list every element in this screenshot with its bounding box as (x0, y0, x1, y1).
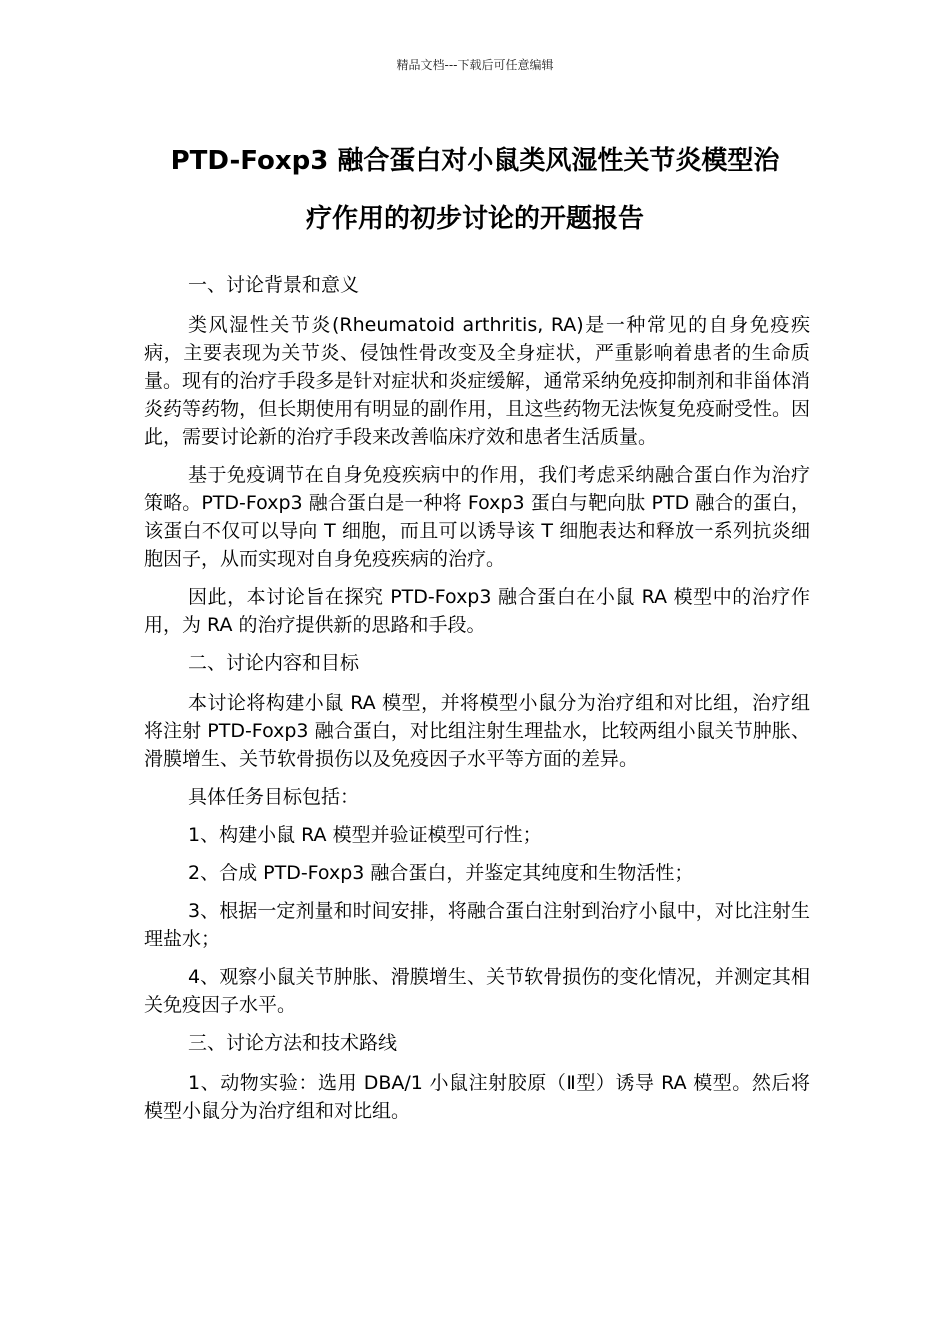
section-3-list-item-1: 1、动物实验：选用 DBA/1 小鼠注射胶原（Ⅱ型）诱导 RA 模型。然后将模型小鼠分为治疗组和对比组。 (144, 1072, 810, 1122)
document-body (144, 271, 810, 1135)
section-2-list-item-2: 2、合成 PTD-Foxp3 融合蛋白，并鉴定其纯度和生物活性； (188, 862, 694, 884)
section-2-paragraph-1: 本讨论将构建小鼠 RA 模型，并将模型小鼠分为治疗组和对比组，治疗组将注射 PTD-Foxp3 融合蛋白，对比组注射生理盐水，比较两组小鼠关节肿胀、滑膜增生、关节软骨损伤以及免疫因子水平等方面的差异。 (144, 692, 810, 770)
title-line-1: PTD-Foxp3 融合蛋白对小鼠类风湿性关节炎模型治 (170, 146, 780, 176)
section-1-heading: 一、讨论背景和意义 (188, 274, 360, 296)
section-2-list-item-3: 3、根据一定剂量和时间安排，将融合蛋白注射到治疗小鼠中，对比注射生理盐水； (144, 900, 810, 950)
section-1-paragraph-1: 类风湿性关节炎(Rheumatoid arthritis, RA)是一种常见的自身免疫疾病，主要表现为关节炎、侵蚀性骨改变及全身症状，严重影响着患者的生命质量。现有的治疗手段多是针对症状和炎症缓解，通常采纳免疫抑制剂和非甾体消炎药等药物，但长期使用有明显的副作用，且这些药物无法恢复免疫耐受性。因此，需要讨论新的治疗手段来改善临床疗效和患者生活质量。 (144, 314, 810, 448)
title-line-2: 疗作用的初步讨论的开题报告 (305, 204, 644, 234)
section-1-paragraph-2: 基于免疫调节在自身免疫疾病中的作用，我们考虑采纳融合蛋白作为治疗策略。PTD-Foxp3 融合蛋白是一种将 Foxp3 蛋白与靶向肽 PTD 融合的蛋白，该蛋白不仅可以导向 T 细胞，而且可以诱导该 T 细胞表达和释放一系列抗炎细胞因子，从而实现对自身免疫疾病的治疗。 (144, 464, 810, 570)
section-2-list-item-4: 4、观察小鼠关节肿胀、滑膜增生、关节软骨损伤的变化情况，并测定其相关免疫因子水平。 (144, 966, 810, 1016)
section-3-heading: 三、讨论方法和技术路线 (188, 1032, 398, 1054)
section-1-paragraph-3: 因此，本讨论旨在探究 PTD-Foxp3 融合蛋白在小鼠 RA 模型中的治疗作用，为 RA 的治疗提供新的思路和手段。 (144, 586, 810, 636)
page-header: 精品文档---下载后可任意编辑 (396, 58, 554, 72)
section-2-paragraph-2: 具体任务目标包括： (188, 786, 360, 808)
document-title (130, 132, 820, 248)
section-2-heading: 二、讨论内容和目标 (188, 652, 360, 674)
section-2-list-item-1: 1、构建小鼠 RA 模型并验证模型可行性； (188, 824, 542, 846)
